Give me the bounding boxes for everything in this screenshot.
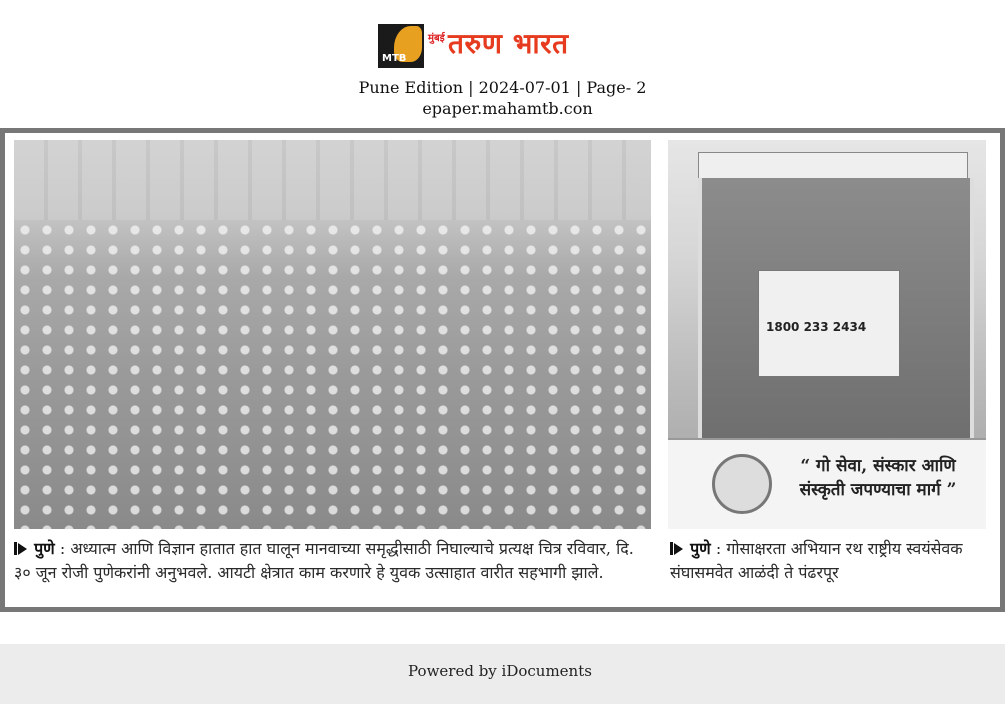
chariot-banner [668,438,986,529]
caption-place: पुणे [690,539,711,558]
caption-text: : अध्यात्म आणि विज्ञान हातात हात घालून मानवाच्या समृद्धीसाठी निघाल्याचे प्रत्यक्ष चित्र रविवार, दि. ३० जून रोजी पुणेकरांनी अनुभवले. आयटी क्षेत्रात काम करणारे हे युवक उत्साहात वारीत सहभागी झाले. [14,539,634,582]
website-link[interactable]: epaper.mahamtb.con [422,99,593,118]
emblem-icon [712,454,772,514]
logo-city: मुंबई [428,33,445,44]
photo-wari-crowd[interactable] [14,140,651,529]
banner-slogan: “ गो सेवा, संस्कार आणि संस्कृती जपण्याचा मार्ग ” [799,456,957,500]
logo-badge: MTB [382,53,407,64]
photo-crowd [14,220,651,529]
footer [0,644,1005,704]
chariot-phone: 1800 233 2434 [766,320,867,334]
photo-gosakshar-chariot[interactable] [668,140,986,529]
chariot-roof [698,152,968,180]
newspaper-title: तरुण भारत [448,27,569,60]
caption-text: : गोसाक्षरता अभियान रथ राष्ट्रीय स्वयंसेवक संघासमवेत आळंदी ते पंढरपूर [670,539,963,582]
caption-gosakshar [670,537,988,585]
mtb-logo [378,24,424,68]
edition-line: Pune Edition | 2024-07-01 | Page- 2 [358,78,647,97]
bullet-triangle-icon [674,543,683,555]
clipping-frame [0,128,1005,612]
bullet-bar-icon [14,542,17,555]
caption-wari [14,537,654,585]
photo-buildings [14,140,651,220]
bullet-bar-icon [670,542,673,555]
bullet-triangle-icon [18,543,27,555]
caption-place: पुणे [34,539,55,558]
powered-by[interactable]: Powered by iDocuments [408,662,592,680]
masthead [0,22,1005,72]
